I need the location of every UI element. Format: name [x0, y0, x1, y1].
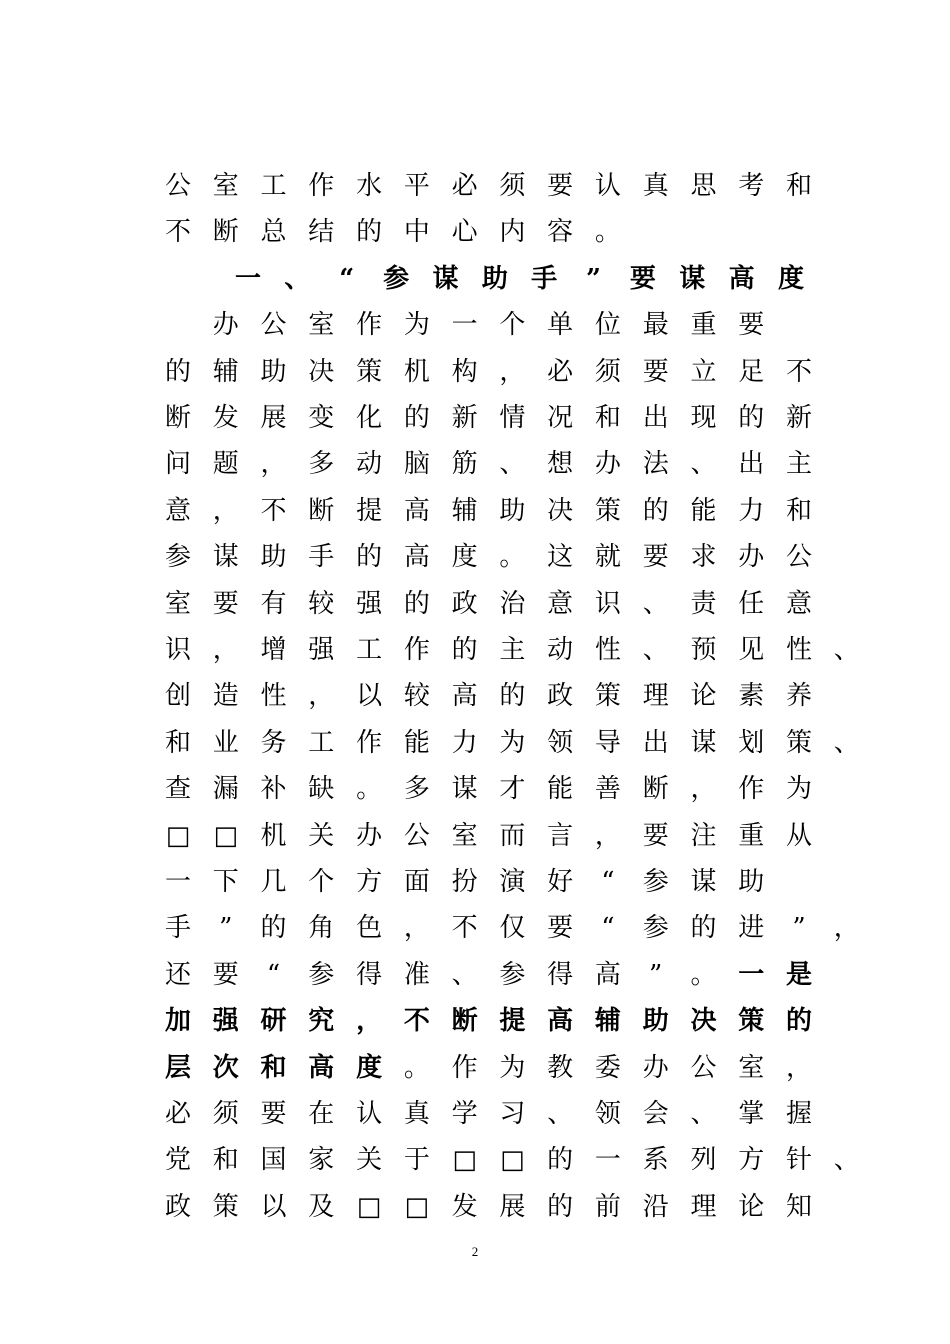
text-line: 办 公 室 作 为 一 个 单 位 最 重 要	[212, 310, 765, 341]
text-line: 和 业 务 工 作 能 力 为 领 导 出 谋 划 策 、	[165, 727, 860, 758]
text-line: 问 题 ， 多 动 脑 筋 、 想 办 法 、 出 主	[165, 449, 813, 480]
text-line: □ □ 机 关 办 公 室 而 言 ， 要 注 重 从	[165, 820, 813, 851]
text-line: 断 发 展 变 化 的 新 情 况 和 出 现 的 新	[165, 403, 813, 433]
text-line: 加 强 研 究 ， 不 断 提 高 辅 助 决 策 的	[165, 1006, 813, 1037]
text-line: 手 ” 的 角 色 ， 不 仅 要 “ 参 的 进 ” ，	[165, 913, 860, 944]
text-line: 一 下 几 个 方 面 扮 演 好 “ 参 谋 助	[165, 867, 765, 897]
text-line: 查 漏 补 缺 。 多 谋 才 能 善 断 ， 作 为	[165, 774, 813, 805]
text-line: 必 须 要 在 认 真 学 习 、 领 会 、 掌 握	[165, 1099, 813, 1129]
text-line: 层 次 和 高 度 。 作 为 教 委 办 公 室 ，	[165, 1052, 813, 1083]
text-line: 公 室 工 作 水 平 必 须 要 认 真 思 考 和	[165, 171, 813, 201]
text-line: 室 要 有 较 强 的 政 治 意 识 、 责 任 意	[165, 588, 813, 619]
text-line: 党 和 国 家 关 于 □ □ 的 一 系 列 方 针 、	[165, 1145, 860, 1176]
text-line: 意 ， 不 断 提 高 辅 助 决 策 的 能 力 和	[165, 495, 813, 526]
text-line: 创 造 性 ， 以 较 高 的 政 策 理 论 素 养	[165, 681, 813, 712]
text-line: 政 策 以 及 □ □ 发 展 的 前 沿 理 论 知	[165, 1191, 813, 1222]
section-heading: 一 、 “ 参 谋 助 手 ” 要 谋 高 度	[235, 263, 805, 294]
text-line: 的 辅 助 决 策 机 构 ， 必 须 要 立 足 不	[165, 356, 813, 387]
text-line: 还 要 “ 参 得 准 、 参 得 高 ” 。 一 是	[165, 959, 813, 990]
text-line: 不 断 总 结 的 中 心 内 容 。	[165, 217, 621, 248]
text-line: 识 ， 增 强 工 作 的 主 动 性 、 预 见 性 、	[165, 635, 860, 665]
text-line: 参 谋 助 手 的 高 度 。 这 就 要 求 办 公	[165, 542, 813, 573]
page-number: 2	[471, 1244, 479, 1259]
